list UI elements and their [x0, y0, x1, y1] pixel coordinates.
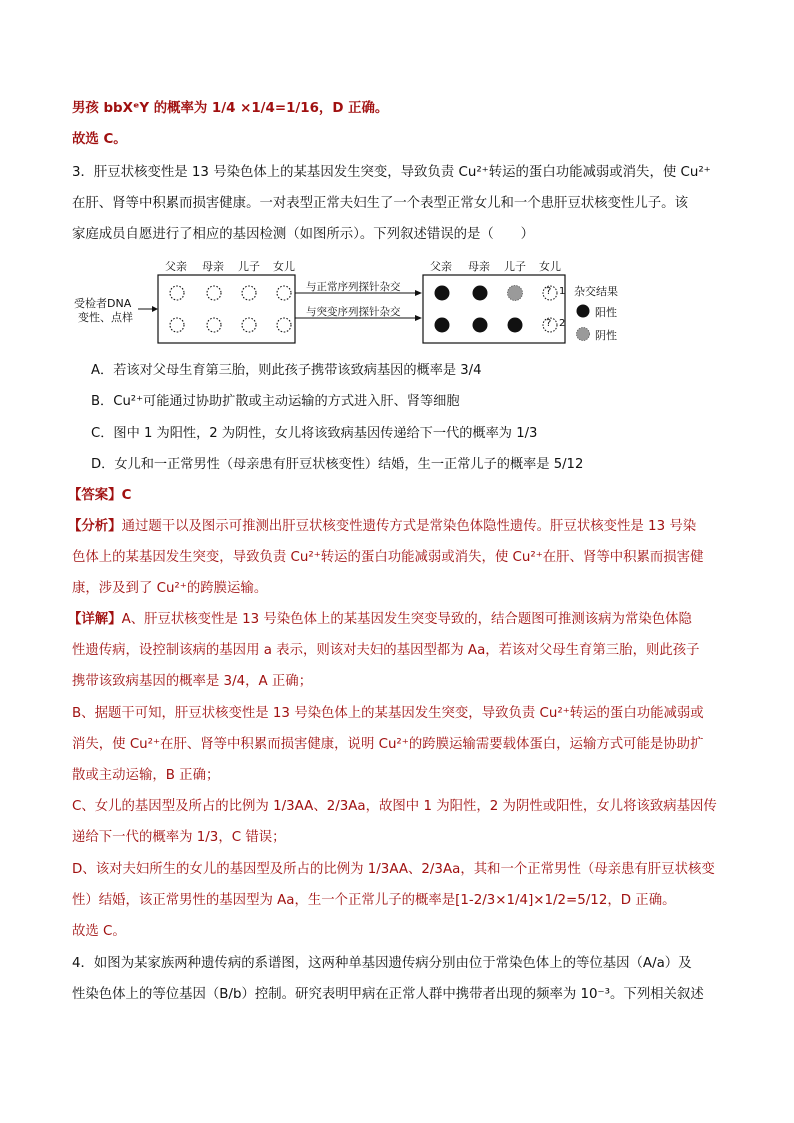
col-son-right: 儿子 — [504, 260, 526, 273]
answer-tag: 【答案】 — [68, 488, 122, 503]
legend-negative-label: 阴性 — [595, 329, 617, 342]
question-3-line-3: 家庭成员自愿进行了相应的基因检测（如图所示）。下列叙述错误的是（ ） — [72, 227, 534, 242]
detail-tag: 【详解】 — [68, 612, 122, 627]
question-3-line-2: 在肝、肾等中积累而损害健康。一对表型正常夫妇生了一个表型正常女儿和一个患肝豆状核变性儿子。该 — [72, 196, 688, 211]
option-a: A．若该对父母生育第三胎，则此孩子携带该致病基因的概率是 3/4 — [91, 363, 482, 378]
arrow-normal-probe-label: 与正常序列探针杂交 — [306, 281, 401, 293]
detail-line-5: 消失，使 Cu²⁺在肝、肾等中积累而损害健康，说明 Cu²⁺的跨膜运输需要载体蛋白，运输方式可能是协助扩 — [72, 737, 704, 752]
col-mother-left: 母亲 — [202, 260, 224, 273]
row-mark-1: 1 — [559, 286, 566, 297]
col-father-right: 父亲 — [430, 260, 452, 273]
analysis-line-1 — [68, 517, 728, 537]
option-b: B．Cu²⁺可能通过协助扩散或主动运输的方式进入肝、肾等细胞 — [91, 394, 460, 409]
answer-value: C — [121, 488, 132, 503]
question-3-line-1: 3．肝豆状核变性是 13 号染色体上的某基因发生突变，导致负责 Cu²⁺转运的蛋白功能减弱或消失，使 Cu²⁺ — [72, 165, 711, 180]
detail-line-10: 性）结婚，该正常男性的基因型为 Aa，生一个正常儿子的概率是[1-2/3×1/4]×1/2=5/12，D 正确。 — [72, 893, 676, 908]
legend-positive-label: 阳性 — [595, 306, 617, 319]
detail-line-1 — [68, 610, 728, 630]
row-mark-2: 2 — [559, 318, 566, 329]
analysis-line-2: 色体上的某基因发生突变，导致负责 Cu²⁺转运的蛋白功能减弱或消失，使 Cu²⁺在肝、肾等中积累而损害健 — [72, 550, 704, 565]
legend-title: 杂交结果 — [574, 285, 618, 298]
detail-line-4: B、据题干可知，肝豆状核变性是 13 号染色体上的某基因发生突变，导致负责 Cu²⁺转运的蛋白功能减弱或 — [72, 706, 704, 721]
detail-line-8: 递给下一代的概率为 1/3，C 错误； — [72, 830, 286, 845]
analysis-line-3: 康，涉及到了 Cu²⁺的跨膜运输。 — [72, 581, 268, 596]
option-c: C．图中 1 为阳性，2 为阴性，女儿将该致病基因传递给下一代的概率为 1/3 — [91, 426, 538, 441]
analysis-tag: 【分析】 — [68, 519, 122, 534]
col-daughter-right: 女儿 — [539, 260, 561, 273]
detail-line-6: 散或主动运输，B 正确； — [72, 768, 220, 783]
detail-line-11: 故选 C。 — [72, 924, 126, 939]
arrow-mutant-probe-label: 与突变序列探针杂交 — [306, 306, 401, 318]
analysis-text-1: 通过题干以及图示可推测出肝豆状核变性遗传方式是常染色体隐性遗传。肝豆状核变性是 13 号染 — [121, 519, 697, 534]
question-4-line-1: 4．如图为某家族两种遗传病的系谱图，这两种单基因遗传病分别由位于常染色体上的等位基因（A/a）及 — [72, 956, 692, 971]
prev-answer-line: 男孩 bbXᵉY 的概率为 1/4 ×1/4=1/16，D 正确。 — [72, 101, 389, 116]
detail-line-2: 性遗传病，设控制该病的基因用 a 表示，则该对夫妇的基因型都为 Aa，若该对父母生育第三胎，则此孩子 — [72, 643, 700, 658]
question-4-line-2: 性染色体上的等位基因（B/b）控制。研究表明甲病在正常人群中携带者出现的频率为 10⁻³。下列相关叙述 — [72, 987, 704, 1002]
figure-left-label-1: 受检者DNA — [74, 297, 132, 310]
col-son-left: 儿子 — [238, 260, 260, 273]
detail-line-7: C、女儿的基因型及所占的比例为 1/3AA、2/3Aa，故图中 1 为阳性，2 为阴性或阳性，女儿将该致病基因传 — [72, 799, 717, 814]
detail-text-1: A、肝豆状核变性是 13 号染色体上的某基因发生突变导致的，结合题图可推测该病为常染色体隐 — [121, 612, 692, 627]
gene-detection-figure — [72, 255, 632, 351]
col-father-left: 父亲 — [165, 260, 187, 273]
detail-line-3: 携带该致病基因的概率是 3/4，A 正确； — [72, 674, 313, 689]
detail-line-9: D、该对夫妇所生的女儿的基因型及所占的比例为 1/3AA、2/3Aa，其和一个正常男性（母亲患有肝豆状核变 — [72, 862, 715, 877]
answer-line — [68, 486, 728, 506]
col-daughter-left: 女儿 — [273, 260, 295, 273]
question-mark-2: ? — [546, 318, 552, 329]
prev-choose-line: 故选 C。 — [72, 132, 127, 147]
col-mother-right: 母亲 — [468, 260, 490, 273]
figure-left-label-2: 变性、点样 — [78, 311, 133, 324]
option-d: D．女儿和一正常男性（母亲患有肝豆状核变性）结婚，生一正常儿子的概率是 5/12 — [91, 457, 584, 472]
question-mark-1: ? — [546, 286, 552, 297]
